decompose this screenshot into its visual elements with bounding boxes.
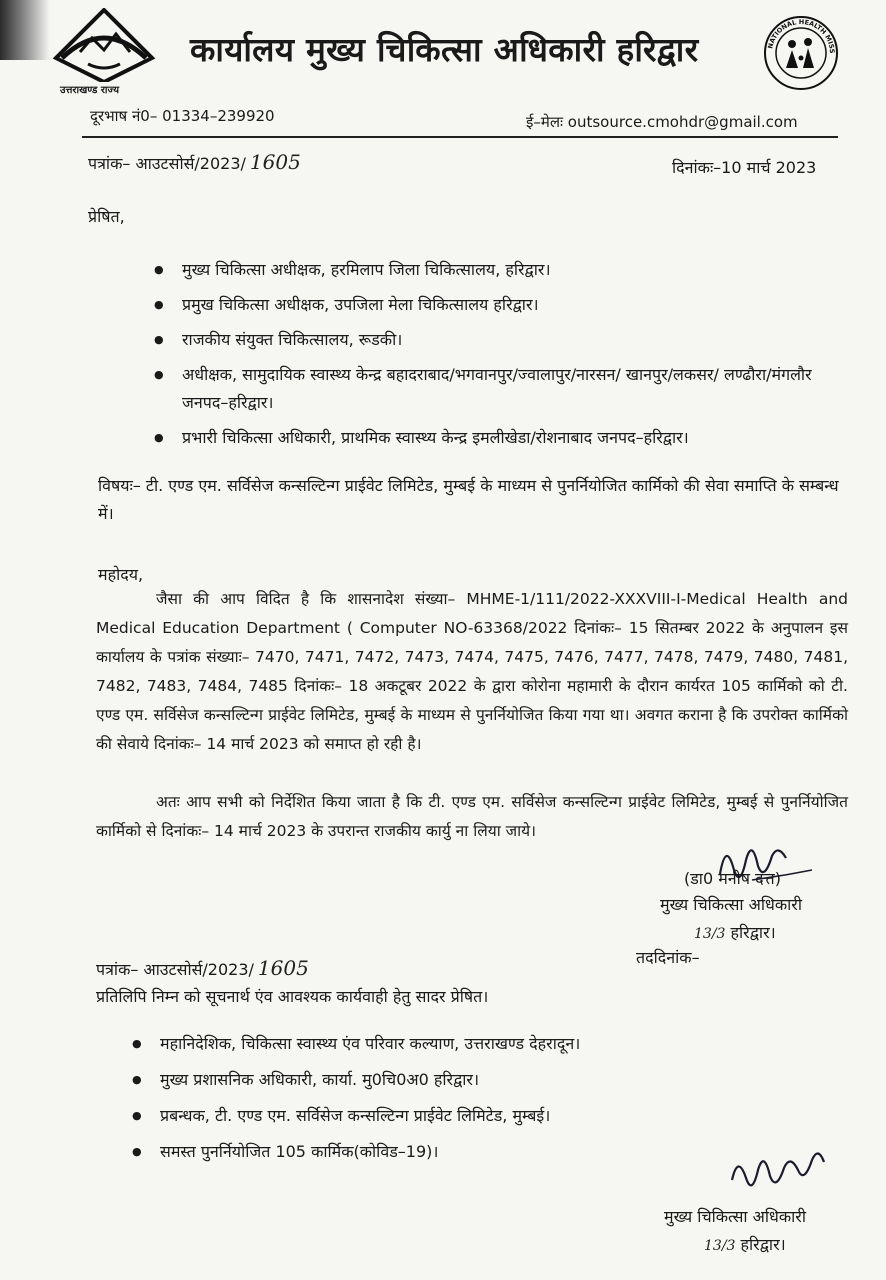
copy-reference-number: 1605 [257, 956, 309, 980]
copy-signatory-title: मुख्य चिकित्सा अधिकारी [664, 1207, 806, 1226]
copy-intro: प्रतिलिपि निम्न को सूचनार्थ एंव आवश्यक कार्यवाही हेतु सादर प्रेषित। [96, 987, 489, 1006]
subject-label: विषयः– [98, 476, 141, 495]
list-item: ● समस्त पुनर्नियोजित 105 कार्मिक(कोविड–19)। [128, 1138, 848, 1166]
signature-mark [726, 1140, 846, 1210]
list-item: ● मुख्य प्रशासनिक अधिकारी, कार्या. मु0चि0अ0 हरिद्वार। [128, 1066, 848, 1094]
nhm-label: NATIONAL HEALTH MISS [766, 17, 837, 54]
list-item: ● अधीक्षक, सामुदायिक स्वास्थ्य केन्द्र बहादराबाद/भगवानपुर/ज्वालापुर/नारसन/ खानपुर/लकसर/ लण्ढौरा/मंगलौर जनपद–हरिद्वार। [150, 361, 850, 417]
recipient-list [150, 256, 850, 459]
reference-number: 1605 [249, 150, 301, 174]
list-item: ● महानिदेशिक, चिकित्सा स्वास्थ्य एंव परिवार कल्याण, उत्तराखण्ड देहरादून। [128, 1030, 848, 1058]
list-item: ● प्रभारी चिकित्सा अधिकारी, प्राथमिक स्वास्थ्य केन्द्र इमलीखेडा/रोशनाबाद जनपद–हरिद्वार। [150, 424, 850, 452]
copy-signature-date: 13/3 [704, 1238, 736, 1254]
body-paragraph-2: अतः आप सभी को निर्देशित किया जाता है कि टी. एण्ड एम. सर्विसेज कन्सल्टिन्ग प्राईवेट लिमिटेड, मुम्बई से पुनर्नियोजित कार्मिको से दिनांकः– 14 मार्च 2023 के उपरान्त राजकीय कार्यु ना लिया जाये। [96, 793, 848, 840]
subject-line [98, 472, 843, 528]
logo-caption: उत्तराखण्ड राज्य [60, 85, 120, 96]
signatory-place: 13/3 हरिद्वार। [694, 923, 776, 942]
subject-text: टी. एण्ड एम. सर्विसेज कन्सल्टिन्ग प्राईवेट लिमिटेड, मुम्बई के माध्यम से पुनर्नियोजित कार्मिको की सेवा समाप्ति के सम्बन्ध में। [98, 476, 839, 523]
sent-to-label: प्रेषित, [88, 207, 125, 226]
salutation: महोदय, [98, 565, 144, 584]
signature-date: 13/3 [694, 926, 726, 942]
body-paragraph-1: जैसा की आप विदित है कि शासनादेश संख्या– MHME-1/111/2022-XXXVIII-I-Medical Health and Medical Education Department ( Computer NO-63368/2022 दिनांकः– 15 सितम्बर 2022 के अनुपालन इस कार्यालय के पत्रांक संख्याः– 7470, 7471, 7472, 7473, 7474, 7475, 7476, 7477, 7478, 7479, 7480, 7481, 7482, 7483, 7484, 7485 दिनांकः– 18 अकटूबर 2022 के द्वारा कोरोना महामारी के दौरान कार्यरत 105 कार्मिको को टी. एण्ड एम. सर्विसेज कन्सल्टिन्ग प्राईवेट लिमिटेड, मुम्बई के माध्यम से पुनर्नियोजित किया गया था। अवगत कराना है कि उपरोक्त कार्मिको की सेवाये दिनांकः– 14 मार्च 2023 को समाप्त हो रही है। [96, 590, 848, 753]
letter-date: दिनांकः–10 मार्च 2023 [672, 158, 817, 177]
copy-date: तददिनांक– [636, 948, 700, 967]
signatory-title: मुख्य चिकित्सा अधिकारी [660, 895, 802, 914]
copy-reference-prefix: पत्रांक– आउटसोर्स/2023/ [96, 960, 254, 979]
scan-edge-shadow [0, 0, 50, 60]
header-divider [82, 136, 838, 138]
mountain-emblem-icon [52, 8, 156, 82]
family-emblem-icon [762, 14, 840, 92]
phone-number: दूरभाष नं0– 01334–239920 [90, 107, 275, 125]
signatory-name: (डा0 मनीष दत्त) [684, 869, 781, 888]
copy-reference [96, 956, 309, 980]
list-item: ● प्रबन्धक, टी. एण्ड एम. सर्विसेज कन्सल्टिन्ग प्राईवेट लिमिटेड, मुम्बई। [128, 1102, 848, 1130]
list-item: ● प्रमुख चिकित्सा अधीक्षक, उपजिला मेला चिकित्सालय हरिद्वार। [150, 291, 850, 319]
office-title: कार्यालय मुख्य चिकित्सा अधिकारी हरिद्वार [190, 30, 699, 69]
copy-signatory-place: 13/3 हरिद्वार। [704, 1235, 786, 1254]
reference-prefix: पत्रांक– आउटसोर्स/2023/ [88, 154, 246, 173]
email-address: ई–मेलः outsource.cmohdr@gmail.com [526, 113, 798, 131]
letter-reference [88, 150, 301, 174]
nhm-logo [762, 14, 840, 92]
list-item: ● राजकीय संयुक्त चिकित्सालय, रूडकी। [150, 326, 850, 354]
list-item: ● मुख्य चिकित्सा अधीक्षक, हरमिलाप जिला चिकित्सालय, हरिद्वार। [150, 256, 850, 284]
